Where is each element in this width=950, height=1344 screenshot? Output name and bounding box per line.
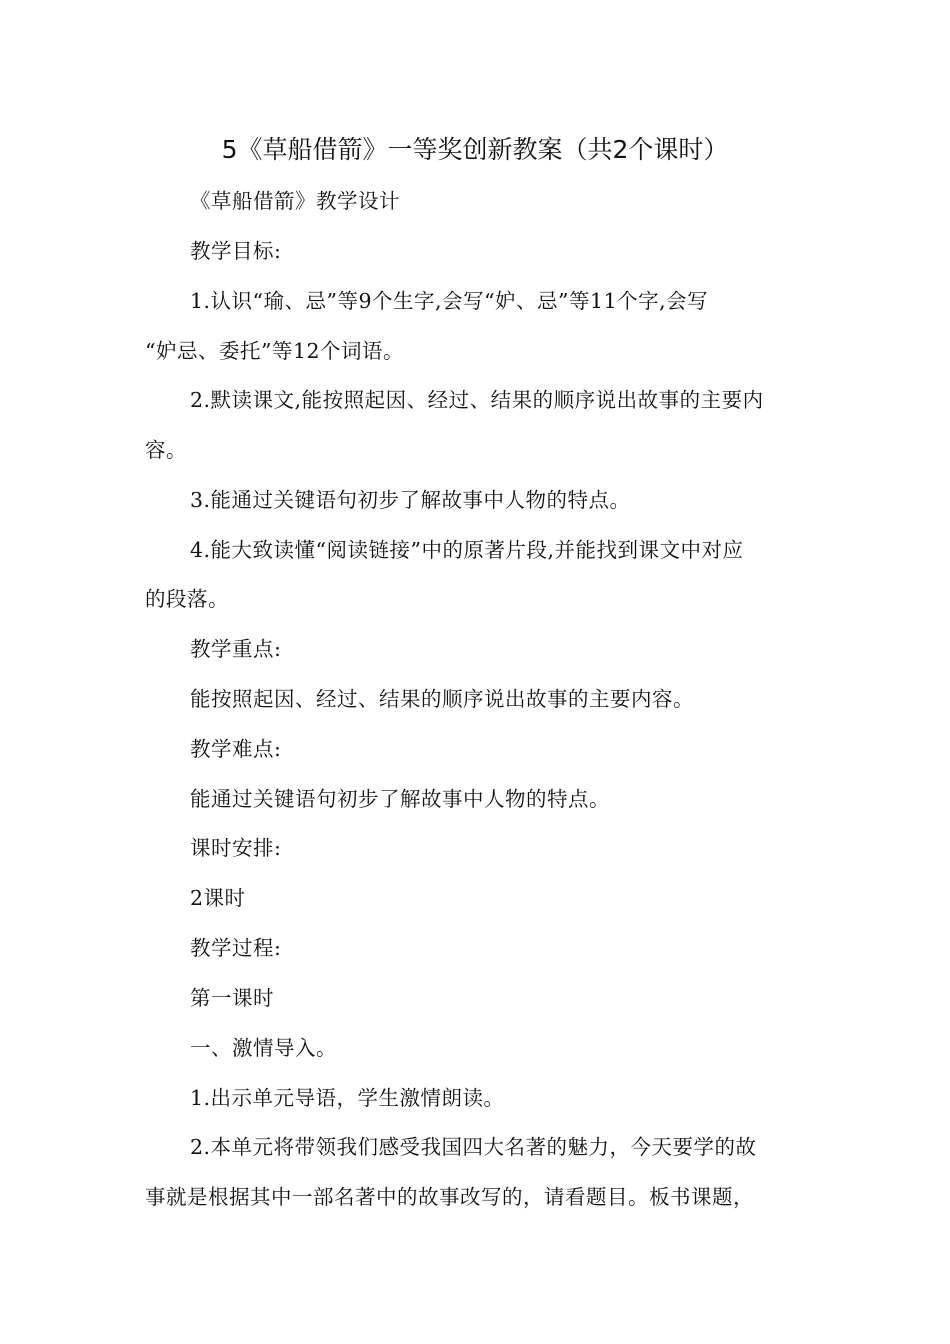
objective-2-line-1: 2.默读课文,能按照起因、经过、结果的顺序说出故事的主要内 xyxy=(190,388,764,412)
first-lesson-heading: 第一课时 xyxy=(190,986,274,1010)
schedule-heading: 课时安排: xyxy=(190,836,282,860)
key-points-text: 能按照起因、经过、结果的顺序说出故事的主要内容。 xyxy=(190,687,694,711)
document-title: 5《草船借箭》一等奖创新教案（共2个课时） xyxy=(221,135,729,164)
objective-4-line-1: 4.能大致读懂“阅读链接”中的原著片段,并能找到课文中对应 xyxy=(190,538,744,562)
document-subtitle: 《草船借箭》教学设计 xyxy=(190,189,400,213)
difficulties-heading: 教学难点: xyxy=(190,737,282,761)
key-points-heading: 教学重点: xyxy=(190,637,282,661)
step-1-text: 1.出示单元导语，学生激情朗读。 xyxy=(190,1086,505,1110)
difficulties-text: 能通过关键语句初步了解故事中人物的特点。 xyxy=(190,787,610,811)
objective-4-line-2: 的段落。 xyxy=(145,587,229,611)
objective-2-line-2: 容。 xyxy=(145,438,187,462)
objective-1-line-2: “妒忌、委托”等12个词语。 xyxy=(145,339,405,363)
section-1-heading: 一、激情导入。 xyxy=(190,1036,337,1060)
objective-1-line-1: 1.认识“瑜、忌”等9个生字,会写“妒、忌”等11个字,会写 xyxy=(190,289,709,313)
process-heading: 教学过程: xyxy=(190,936,282,960)
schedule-text: 2课时 xyxy=(190,886,246,910)
objectives-heading: 教学目标: xyxy=(190,239,282,263)
objective-3: 3.能通过关键语句初步了解故事中人物的特点。 xyxy=(190,488,631,512)
step-2-line-1: 2.本单元将带领我们感受我国四大名著的魅力，今天要学的故 xyxy=(190,1135,757,1159)
step-2-line-2: 事就是根据其中一部名著中的故事改写的，请看题目。板书课题， xyxy=(145,1185,754,1209)
